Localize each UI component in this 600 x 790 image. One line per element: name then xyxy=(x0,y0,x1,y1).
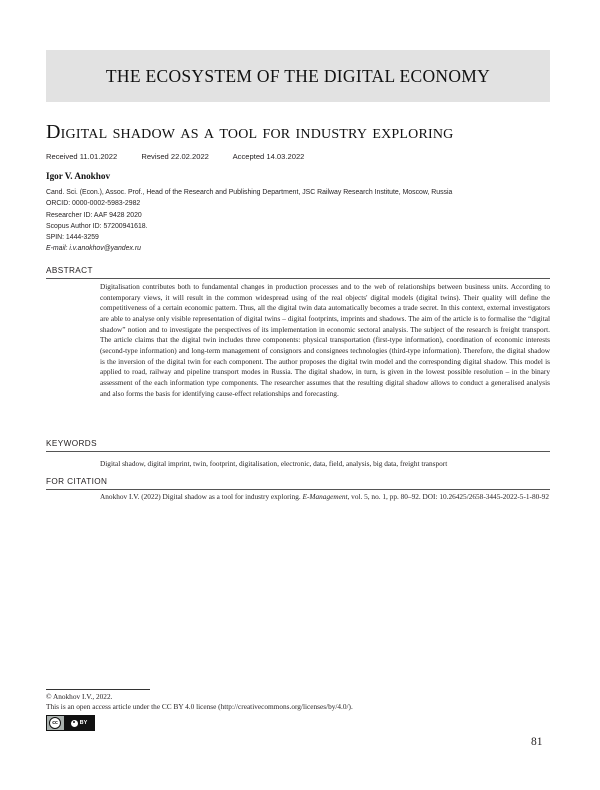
keywords-text: Digital shadow, digital imprint, twin, footprint, digitalisation, electronic, data, field, analysis, big data, freight transport xyxy=(100,459,448,468)
citation-text-after: , vol. 5, no. 1, pp. 80–92. DOI: 10.26425/2658-3445-2022-5-1-80-92 xyxy=(347,492,549,501)
license-line[interactable]: This is an open access article under the CC BY 4.0 license (http://creativecommons.org/licenses/by/4.0/). xyxy=(46,701,353,711)
revised-date: Revised 22.02.2022 xyxy=(141,152,209,161)
footnote-rule xyxy=(46,689,150,690)
abstract-paragraph: Digitalisation contributes both to fundamental changes in production processes and to the web of relationships between business units. According to contemporary views, it will result in the common widespread using of the real objects' digital models (digital twins). Their quality will define the competitiveness of a certain economic pattern. Thus, all the digital twin data automatically becomes a trade secret. In this context, external investigators are able to analyse only visible representation of digital twins – digital footprints, imprints and shadows. The aim of the article is to formalise the “digital shadow” notion and to investigate the perspectives of its implementation in economic sectoral analysis. The subject of the research is freight transport. The article claims that the digital twin includes three components: physical transportation (first-type information), coordination of economic interests (second-type information) and long-term management of consignors and consignees technologies (third-type information). Therefore, the digital shadow is the inversion of the digital twin for each component. The author proposes the digital twin model and the corresponding digital shadow. This model is applied to road, railway and pipeline transport modes in Russia. The digital shadow, in turn, is given in the lowest possible resolution – in the binary assessment of the each information type components. The researcher assumes that the resulting digital shadow allows to conduct a generalised analysis and also forms the basis for identifying cause-effect relationships and forecasting. xyxy=(100,282,550,398)
author-orcid: ORCID: 0000-0002-5983-2982 xyxy=(46,200,141,208)
citation-text xyxy=(100,492,550,503)
author-spin: SPIN: 1444-3259 xyxy=(46,234,99,242)
email-label: E-mail: xyxy=(46,245,70,253)
article-dates xyxy=(46,152,326,161)
attribution-person-icon xyxy=(71,720,78,727)
section-banner xyxy=(46,50,550,102)
author-name: Igor V. Anokhov xyxy=(46,171,111,181)
keywords-label: KEYWORDS xyxy=(46,439,97,448)
citation-journal: E-Management xyxy=(302,492,348,501)
author-info xyxy=(46,187,452,255)
citation-paragraph xyxy=(100,492,550,503)
cc-by-section xyxy=(64,716,94,730)
abstract-rule xyxy=(46,278,550,279)
creative-commons-icon: cc xyxy=(49,717,61,729)
copyright-line: © Anokhov I.V., 2022. xyxy=(46,692,113,701)
citation-text-before: Anokhov I.V. (2022) Digital shadow as a tool for industry exploring. xyxy=(100,492,303,501)
accepted-date: Accepted 14.03.2022 xyxy=(232,152,305,161)
abstract-text xyxy=(100,282,550,399)
citation-rule xyxy=(46,489,550,490)
section-title: THE ECOSYSTEM OF THE DIGITAL ECONOMY xyxy=(105,65,491,86)
citation-label: FOR CITATION xyxy=(46,477,108,486)
cc-by-label: BY xyxy=(79,720,88,726)
author-researcher-id: Researcher ID: AAF 9428 2020 xyxy=(46,211,142,219)
author-affiliation: Cand. Sci. (Econ.), Assoc. Prof., Head of the Research and Publishing Department, JSC Railway Research Institute, Moscow, Russia xyxy=(46,189,453,196)
article-title: Digital shadow as a tool for industry exploring xyxy=(46,121,454,143)
author-email[interactable]: i.v.anokhov@yandex.ru xyxy=(69,245,141,253)
keywords-rule xyxy=(46,451,550,452)
received-date: Received 11.01.2022 xyxy=(46,152,118,161)
page-number: 81 xyxy=(531,736,543,748)
author-email-line xyxy=(46,243,452,254)
footnote xyxy=(46,692,353,712)
author-scopus-id: Scopus Author ID: 57200941618. xyxy=(46,222,148,230)
cc-by-license-badge[interactable] xyxy=(46,715,95,731)
abstract-label: ABSTRACT xyxy=(46,266,93,275)
